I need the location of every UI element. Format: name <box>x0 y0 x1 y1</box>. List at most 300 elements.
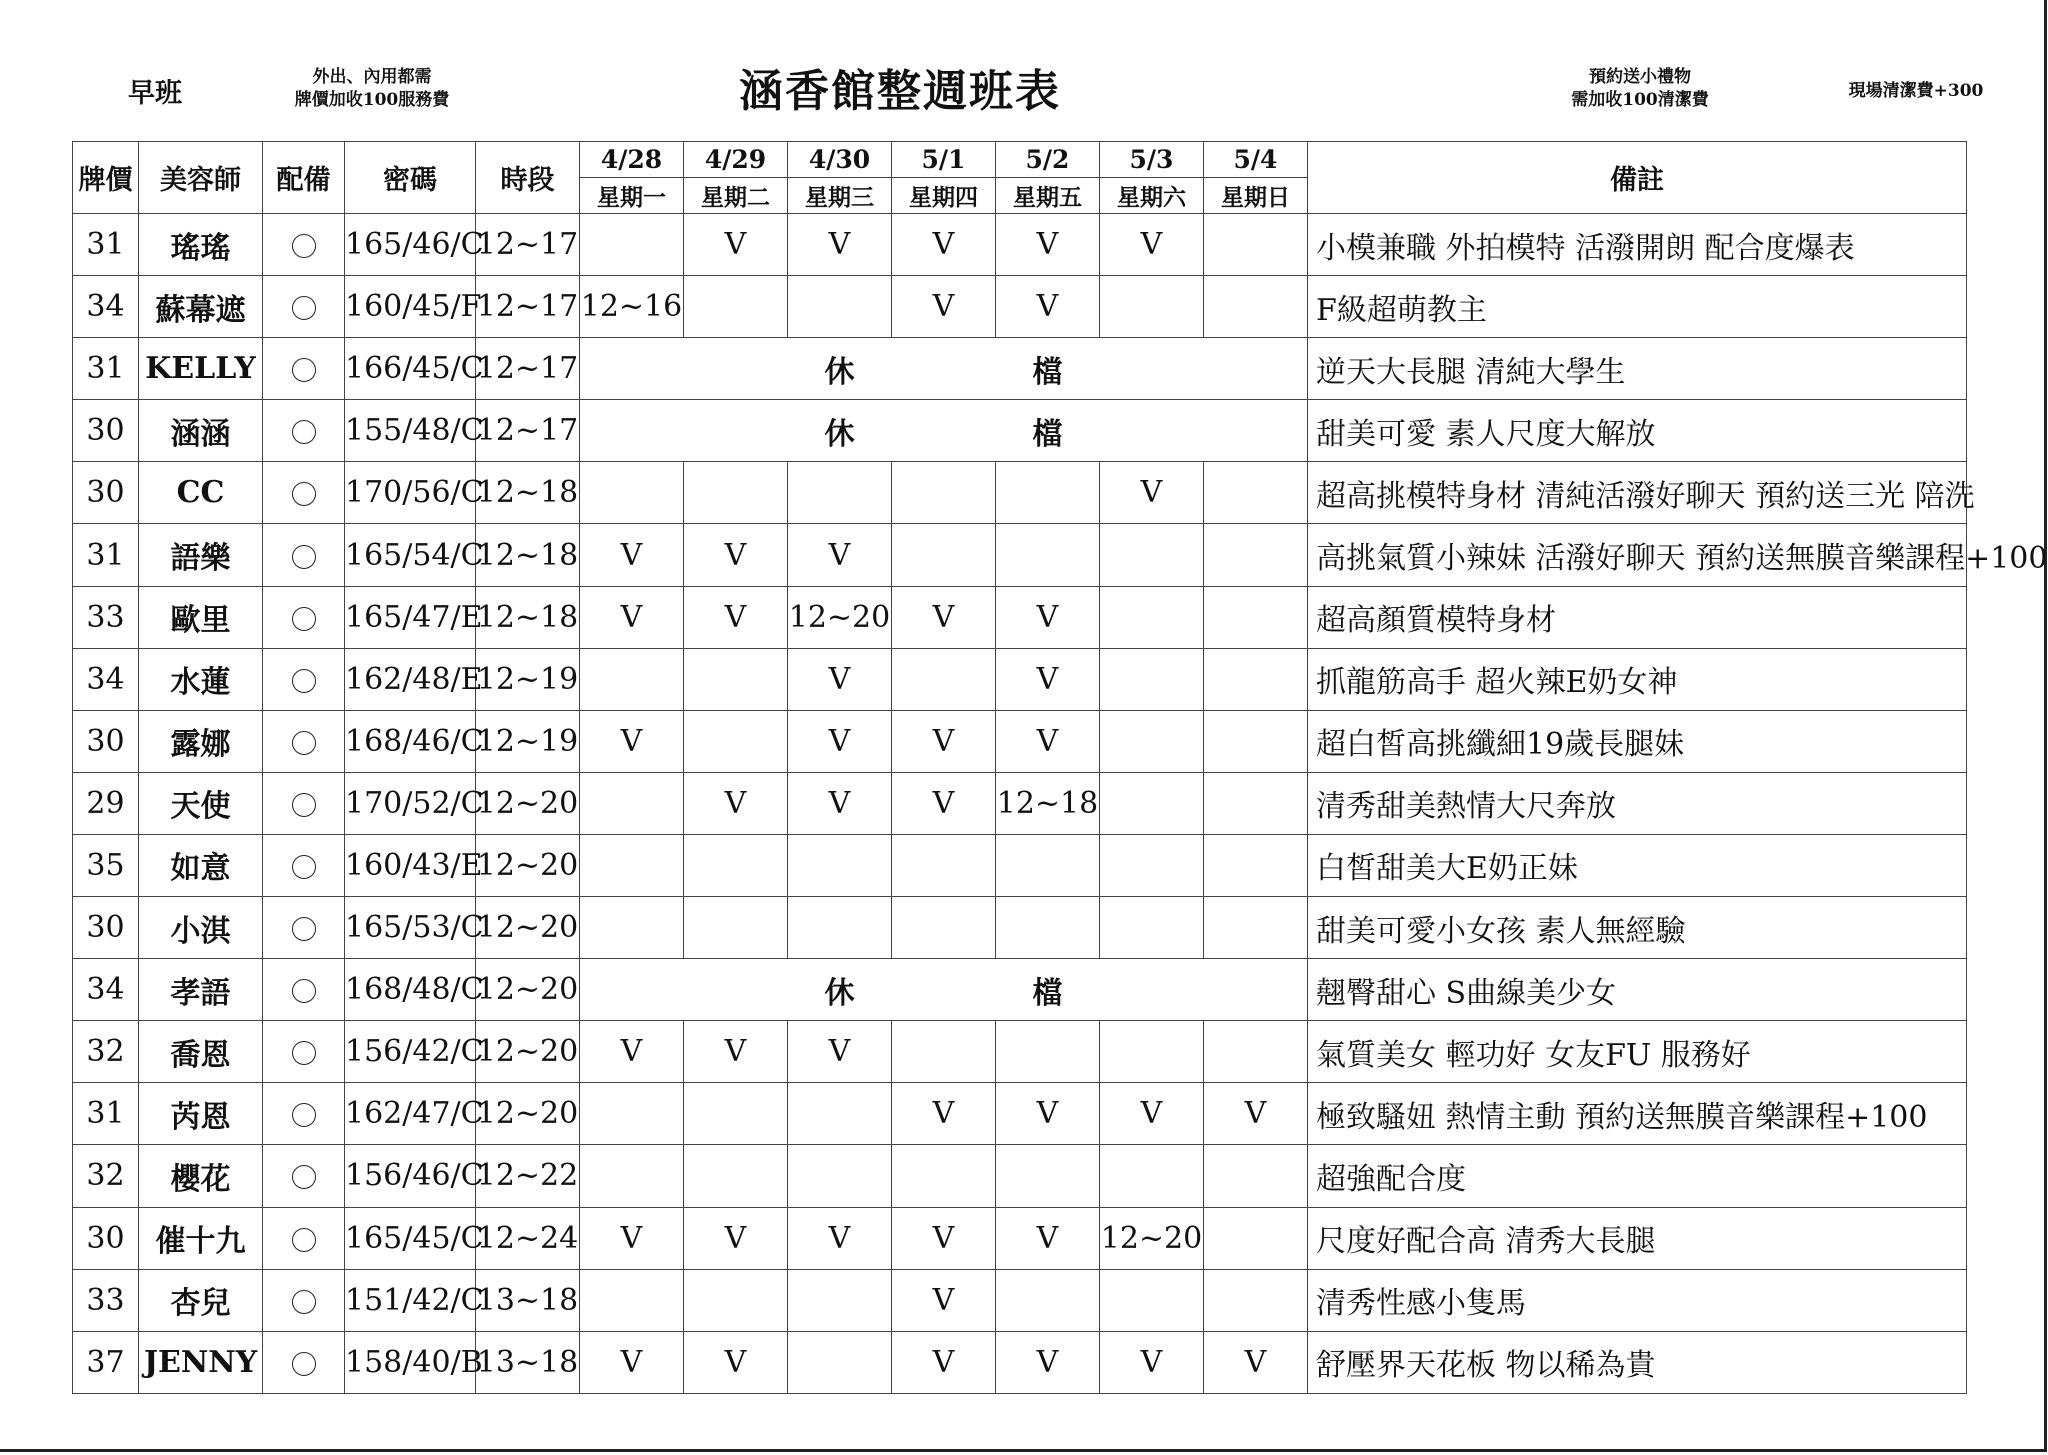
day-cell <box>1204 1145 1308 1207</box>
equipment-cell <box>263 1207 345 1269</box>
time-slot-cell: 12~22 <box>476 1145 580 1207</box>
day-cell: V <box>892 1331 996 1393</box>
day-cell: V <box>580 524 684 586</box>
time-slot-cell: 12~20 <box>476 1021 580 1083</box>
day-cell <box>684 834 788 896</box>
day-cell <box>1204 1207 1308 1269</box>
day-cell: V <box>684 214 788 276</box>
stylist-name: 天使 <box>139 772 263 834</box>
day-cell: V <box>788 1207 892 1269</box>
code-cell: 156/42/C <box>345 1021 476 1083</box>
code-cell: 162/48/E <box>345 648 476 710</box>
day-cell: V <box>1100 214 1204 276</box>
stylist-name: 語樂 <box>139 524 263 586</box>
equipment-cell <box>263 1083 345 1145</box>
day-cell: V <box>684 1207 788 1269</box>
day-cell <box>580 648 684 710</box>
page-title: 涵香館整週班表 <box>739 66 1061 117</box>
equipment-cell <box>263 1145 345 1207</box>
code-cell: 160/43/E <box>345 834 476 896</box>
table-row <box>73 1331 1967 1393</box>
remark-cell: 翹臀甜心 S曲線美少女 <box>1308 959 1967 1021</box>
circle-icon <box>292 1103 316 1127</box>
price-cell: 31 <box>73 1083 139 1145</box>
stylist-name: 杏兒 <box>139 1269 263 1331</box>
circle-icon <box>292 482 316 506</box>
day-cell: V <box>580 710 684 772</box>
time-slot-cell: 13~18 <box>476 1331 580 1393</box>
table-row <box>73 710 1967 772</box>
circle-icon <box>292 1352 316 1376</box>
equipment-cell <box>263 959 345 1021</box>
day-cell <box>788 1083 892 1145</box>
rest-label: 檔 <box>1032 416 1063 452</box>
stylist-name: CC <box>139 462 263 524</box>
remark-cell: 尺度好配合高 清秀大長腿 <box>1308 1207 1967 1269</box>
day-cell <box>1204 1021 1308 1083</box>
day-cell <box>1204 462 1308 524</box>
day-cell <box>1100 648 1204 710</box>
header-weekday: 星期六 <box>1100 178 1204 214</box>
table-row <box>73 586 1967 648</box>
day-cell <box>892 897 996 959</box>
circle-icon <box>292 669 316 693</box>
day-cell: V <box>788 214 892 276</box>
circle-icon <box>292 1165 316 1189</box>
day-cell <box>996 524 1100 586</box>
equipment-cell <box>263 214 345 276</box>
header-date: 5/4 <box>1204 142 1308 178</box>
table-row <box>73 1269 1967 1331</box>
day-cell <box>1204 586 1308 648</box>
day-cell <box>1100 710 1204 772</box>
day-cell <box>1204 1269 1308 1331</box>
remark-cell: 逆天大長腿 清純大學生 <box>1308 338 1967 400</box>
rest-cell <box>580 959 1308 1021</box>
price-cell: 34 <box>73 276 139 338</box>
day-cell: V <box>684 586 788 648</box>
day-cell: V <box>684 1331 788 1393</box>
remark-cell: 白皙甜美大E奶正妹 <box>1308 834 1967 896</box>
header-weekday: 星期四 <box>892 178 996 214</box>
day-cell: V <box>892 772 996 834</box>
day-cell: V <box>892 1269 996 1331</box>
price-cell: 31 <box>73 214 139 276</box>
stylist-name: 水蓮 <box>139 648 263 710</box>
code-cell: 170/56/C <box>345 462 476 524</box>
code-cell: 165/53/C <box>345 897 476 959</box>
time-slot-cell: 12~20 <box>476 1083 580 1145</box>
table-row <box>73 897 1967 959</box>
day-cell <box>1204 648 1308 710</box>
time-slot-cell: 12~18 <box>476 586 580 648</box>
remark-cell: 甜美可愛 素人尺度大解放 <box>1308 400 1967 462</box>
day-cell <box>580 214 684 276</box>
code-cell: 162/47/C <box>345 1083 476 1145</box>
table-row <box>73 524 1967 586</box>
table-row <box>73 462 1967 524</box>
stylist-name: 小淇 <box>139 897 263 959</box>
header-time: 時段 <box>476 142 580 214</box>
stylist-name: KELLY <box>139 338 263 400</box>
time-slot-cell: 12~19 <box>476 648 580 710</box>
time-slot-cell: 12~20 <box>476 772 580 834</box>
table-row <box>73 834 1967 896</box>
stylist-name: 涵涵 <box>139 400 263 462</box>
remark-cell: 清秀甜美熱情大尺奔放 <box>1308 772 1967 834</box>
day-cell: 12~20 <box>1100 1207 1204 1269</box>
header-date: 4/30 <box>788 142 892 178</box>
time-slot-cell: 12~17 <box>476 338 580 400</box>
equipment-cell <box>263 1021 345 1083</box>
remark-cell: 清秀性感小隻馬 <box>1308 1269 1967 1331</box>
day-cell <box>996 897 1100 959</box>
day-cell <box>892 524 996 586</box>
table-row <box>73 214 1967 276</box>
day-cell <box>580 1083 684 1145</box>
day-cell <box>1100 897 1204 959</box>
price-cell: 33 <box>73 1269 139 1331</box>
price-cell: 31 <box>73 338 139 400</box>
table-row <box>73 1083 1967 1145</box>
header-date: 4/29 <box>684 142 788 178</box>
day-cell <box>996 462 1100 524</box>
code-cell: 151/42/C <box>345 1269 476 1331</box>
day-cell: V <box>996 648 1100 710</box>
price-cell: 30 <box>73 897 139 959</box>
day-cell <box>684 897 788 959</box>
day-cell <box>996 1021 1100 1083</box>
remark-cell: 超高挑模特身材 清純活潑好聊天 預約送三光 陪洗 <box>1308 462 1967 524</box>
remark-cell: F級超萌教主 <box>1308 276 1967 338</box>
day-cell: V <box>892 1207 996 1269</box>
day-cell <box>788 897 892 959</box>
day-cell: V <box>892 276 996 338</box>
day-cell <box>1204 276 1308 338</box>
day-cell: V <box>684 772 788 834</box>
code-cell: 165/54/C <box>345 524 476 586</box>
day-cell: V <box>996 214 1100 276</box>
code-cell: 168/46/C <box>345 710 476 772</box>
time-slot-cell: 12~19 <box>476 710 580 772</box>
price-cell: 32 <box>73 1145 139 1207</box>
circle-icon <box>292 917 316 941</box>
header-weekday: 星期五 <box>996 178 1100 214</box>
day-cell <box>684 648 788 710</box>
day-cell <box>1100 1145 1204 1207</box>
day-cell <box>1100 586 1204 648</box>
price-cell: 35 <box>73 834 139 896</box>
day-cell: V <box>1100 1331 1204 1393</box>
time-slot-cell: 12~17 <box>476 276 580 338</box>
stylist-name: 露娜 <box>139 710 263 772</box>
price-cell: 32 <box>73 1021 139 1083</box>
day-cell <box>580 772 684 834</box>
remark-cell: 超高顏質模特身材 <box>1308 586 1967 648</box>
day-cell <box>996 1145 1100 1207</box>
schedule-table <box>72 141 2048 1394</box>
equipment-cell <box>263 524 345 586</box>
day-cell: V <box>1100 1083 1204 1145</box>
day-cell: V <box>996 1083 1100 1145</box>
day-cell <box>892 1145 996 1207</box>
circle-icon <box>292 358 316 382</box>
day-cell <box>684 1269 788 1331</box>
day-cell <box>580 1269 684 1331</box>
time-slot-cell: 12~17 <box>476 400 580 462</box>
price-cell: 34 <box>73 648 139 710</box>
day-cell: V <box>996 586 1100 648</box>
rest-label: 休 <box>824 416 855 452</box>
rest-label: 檔 <box>1032 354 1063 390</box>
header-code: 密碼 <box>345 142 476 214</box>
code-cell: 158/40/B <box>345 1331 476 1393</box>
day-cell <box>788 1331 892 1393</box>
price-cell: 30 <box>73 400 139 462</box>
remark-cell: 小模兼職 外拍模特 活潑開朗 配合度爆表 <box>1308 214 1967 276</box>
time-slot-cell: 12~18 <box>476 524 580 586</box>
price-cell: 30 <box>73 710 139 772</box>
day-cell <box>580 834 684 896</box>
day-cell: V <box>892 1083 996 1145</box>
day-cell <box>684 1145 788 1207</box>
price-cell: 37 <box>73 1331 139 1393</box>
day-cell <box>1204 772 1308 834</box>
equipment-cell <box>263 400 345 462</box>
equipment-cell <box>263 462 345 524</box>
day-cell: 12~20 <box>788 586 892 648</box>
table-row <box>73 1145 1967 1207</box>
table-row <box>73 276 1967 338</box>
booking-gift-note <box>1530 66 1750 112</box>
equipment-cell <box>263 1269 345 1331</box>
day-cell <box>684 1083 788 1145</box>
day-cell <box>892 462 996 524</box>
day-cell <box>1100 1021 1204 1083</box>
rest-label: 休 <box>824 354 855 390</box>
header-remarks: 備註 <box>1308 142 1967 214</box>
time-slot-cell: 12~20 <box>476 897 580 959</box>
code-cell: 160/45/F <box>345 276 476 338</box>
equipment-cell <box>263 338 345 400</box>
day-cell: V <box>996 1331 1100 1393</box>
day-cell: V <box>1204 1083 1308 1145</box>
day-cell: V <box>892 214 996 276</box>
day-cell <box>1204 834 1308 896</box>
equipment-cell <box>263 1331 345 1393</box>
day-cell <box>684 710 788 772</box>
day-cell: V <box>996 276 1100 338</box>
circle-icon <box>292 793 316 817</box>
day-cell: V <box>788 710 892 772</box>
stylist-name: 孝語 <box>139 959 263 1021</box>
day-cell <box>892 834 996 896</box>
stylist-name: 瑤瑤 <box>139 214 263 276</box>
day-cell <box>1100 772 1204 834</box>
time-slot-cell: 12~17 <box>476 214 580 276</box>
code-cell: 165/46/C <box>345 214 476 276</box>
equipment-cell <box>263 897 345 959</box>
header-equipment: 配備 <box>263 142 345 214</box>
remark-cell: 甜美可愛小女孩 素人無經驗 <box>1308 897 1967 959</box>
equipment-cell <box>263 772 345 834</box>
day-cell <box>1204 524 1308 586</box>
equipment-cell <box>263 710 345 772</box>
code-cell: 166/45/C <box>345 338 476 400</box>
circle-icon <box>292 979 316 1003</box>
header-date: 5/3 <box>1100 142 1204 178</box>
schedule-body <box>73 214 2048 1394</box>
day-cell <box>788 834 892 896</box>
booking-gift-note-line1: 預約送小禮物 <box>1589 67 1691 87</box>
stylist-name: 櫻花 <box>139 1145 263 1207</box>
header-date: 5/1 <box>892 142 996 178</box>
table-row <box>73 1021 1967 1083</box>
circle-icon <box>292 545 316 569</box>
day-cell: V <box>892 710 996 772</box>
remark-cell: 抓龍筋高手 超火辣E奶女神 <box>1308 648 1967 710</box>
code-cell: 170/52/C <box>345 772 476 834</box>
day-cell <box>1204 897 1308 959</box>
time-slot-cell: 12~20 <box>476 834 580 896</box>
day-cell: V <box>684 1021 788 1083</box>
time-slot-cell: 13~18 <box>476 1269 580 1331</box>
header-row-dates <box>73 142 1967 178</box>
header-stylist: 美容師 <box>139 142 263 214</box>
day-cell: V <box>580 586 684 648</box>
circle-icon <box>292 607 316 631</box>
day-cell <box>788 462 892 524</box>
header-weekday: 星期一 <box>580 178 684 214</box>
day-cell: V <box>580 1207 684 1269</box>
table-row <box>73 959 1967 1021</box>
day-cell: V <box>996 1207 1100 1269</box>
day-cell <box>1204 710 1308 772</box>
header-date: 5/2 <box>996 142 1100 178</box>
rest-cell <box>580 338 1308 400</box>
day-cell <box>684 462 788 524</box>
day-cell: V <box>1100 462 1204 524</box>
header-weekday: 星期三 <box>788 178 892 214</box>
day-cell <box>1100 834 1204 896</box>
table-row <box>73 400 1967 462</box>
equipment-cell <box>263 586 345 648</box>
rest-label: 檔 <box>1032 975 1063 1011</box>
remark-cell: 氣質美女 輕功好 女友FU 服務好 <box>1308 1021 1967 1083</box>
code-cell: 155/48/C <box>345 400 476 462</box>
header-weekday: 星期二 <box>684 178 788 214</box>
code-cell: 156/46/C <box>345 1145 476 1207</box>
circle-icon <box>292 855 316 879</box>
price-cell: 31 <box>73 524 139 586</box>
cleaning-fee-note: 現場清潔費+300 <box>1848 81 1984 101</box>
circle-icon <box>292 1041 316 1065</box>
shift-label: 早班 <box>128 78 182 109</box>
day-cell: V <box>996 710 1100 772</box>
booking-gift-note-line2: 需加收100清潔費 <box>1571 89 1709 110</box>
day-cell: V <box>788 524 892 586</box>
circle-icon <box>292 1228 316 1252</box>
equipment-cell <box>263 648 345 710</box>
service-fee-note-line1: 外出、內用都需 <box>312 67 432 87</box>
day-cell <box>996 834 1100 896</box>
rest-label: 休 <box>824 975 855 1011</box>
day-cell: V <box>788 648 892 710</box>
price-cell: 29 <box>73 772 139 834</box>
day-cell: V <box>788 1021 892 1083</box>
circle-icon <box>292 1290 316 1314</box>
stylist-name: 歐里 <box>139 586 263 648</box>
remark-cell: 超白皙高挑纖細19歲長腿妹 <box>1308 710 1967 772</box>
table-row <box>73 338 1967 400</box>
equipment-cell <box>263 834 345 896</box>
day-cell: 12~18 <box>996 772 1100 834</box>
code-cell: 165/45/C <box>345 1207 476 1269</box>
circle-icon <box>292 420 316 444</box>
day-cell <box>1204 214 1308 276</box>
equipment-cell <box>263 276 345 338</box>
price-cell: 30 <box>73 462 139 524</box>
header-price: 牌價 <box>73 142 139 214</box>
day-cell: V <box>580 1331 684 1393</box>
stylist-name: 喬恩 <box>139 1021 263 1083</box>
day-cell: V <box>684 524 788 586</box>
price-cell: 33 <box>73 586 139 648</box>
time-slot-cell: 12~24 <box>476 1207 580 1269</box>
remark-cell: 舒壓界天花板 物以稀為貴 <box>1308 1331 1967 1393</box>
remark-cell: 超強配合度 <box>1308 1145 1967 1207</box>
header-date: 4/28 <box>580 142 684 178</box>
time-slot-cell: 12~20 <box>476 959 580 1021</box>
day-cell <box>788 1269 892 1331</box>
day-cell: V <box>892 586 996 648</box>
stylist-name: 芮恩 <box>139 1083 263 1145</box>
day-cell <box>684 276 788 338</box>
day-cell: V <box>1204 1331 1308 1393</box>
day-cell: V <box>580 1021 684 1083</box>
remark-cell: 極致騷妞 熱情主動 預約送無膜音樂課程+100 <box>1308 1083 1967 1145</box>
service-fee-note-line2: 牌價加收100服務費 <box>294 89 450 110</box>
code-cell: 165/47/E <box>345 586 476 648</box>
remark-cell: 高挑氣質小辣妹 活潑好聊天 預約送無膜音樂課程+100 <box>1308 524 1967 586</box>
day-cell <box>580 462 684 524</box>
header-weekday: 星期日 <box>1204 178 1308 214</box>
stylist-name: 如意 <box>139 834 263 896</box>
day-cell <box>580 897 684 959</box>
stylist-name: 催十九 <box>139 1207 263 1269</box>
table-row <box>73 1207 1967 1269</box>
time-slot-cell: 12~18 <box>476 462 580 524</box>
table-row <box>73 772 1967 834</box>
day-cell <box>1100 276 1204 338</box>
day-cell <box>1100 1269 1204 1331</box>
circle-icon <box>292 731 316 755</box>
stylist-name: 蘇幕遮 <box>139 276 263 338</box>
day-cell <box>788 276 892 338</box>
day-cell <box>892 1021 996 1083</box>
rest-cell <box>580 400 1308 462</box>
day-cell: 12~16 <box>580 276 684 338</box>
circle-icon <box>292 296 316 320</box>
day-cell <box>892 648 996 710</box>
day-cell <box>996 1269 1100 1331</box>
stylist-name: JENNY <box>139 1331 263 1393</box>
price-cell: 30 <box>73 1207 139 1269</box>
price-cell: 34 <box>73 959 139 1021</box>
circle-icon <box>292 234 316 258</box>
day-cell <box>788 1145 892 1207</box>
table-row <box>73 648 1967 710</box>
